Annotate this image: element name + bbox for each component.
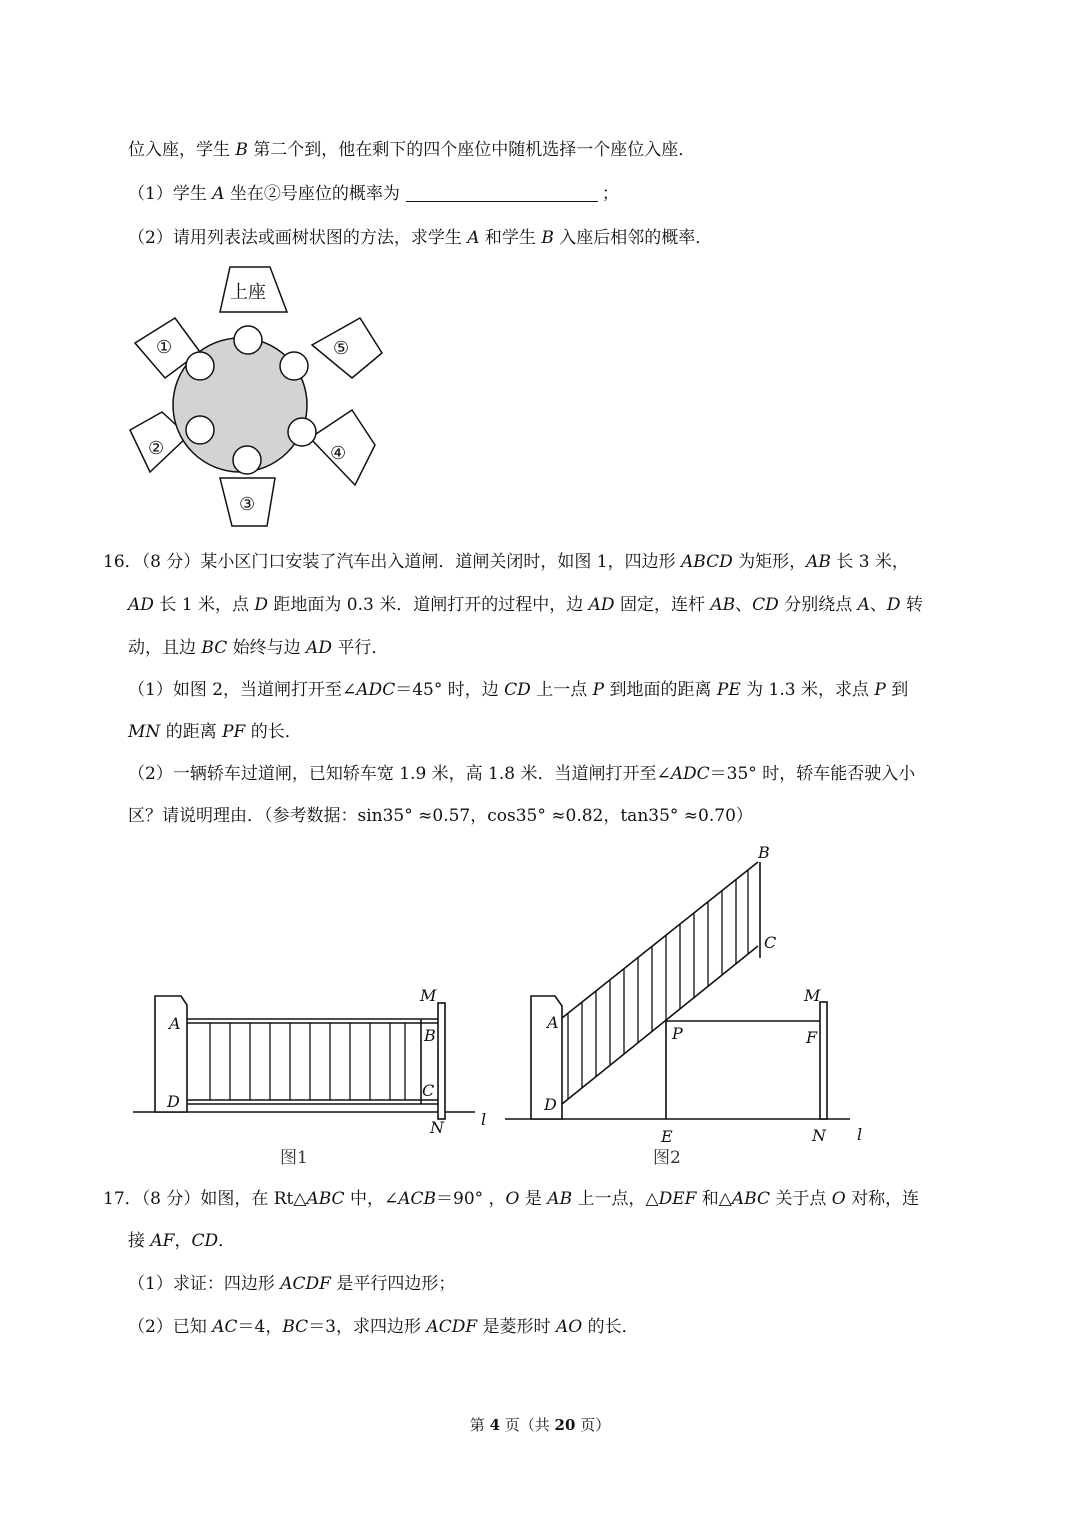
- var: BC: [282, 1317, 309, 1337]
- fig2-label-C: C: [764, 933, 777, 952]
- text: 是菱形时: [477, 1317, 556, 1337]
- text: ＝35° 时，轿车能否驶入小: [709, 764, 916, 784]
- var: D: [886, 595, 901, 615]
- var: ACDF: [426, 1317, 478, 1337]
- post-right: [820, 1002, 827, 1119]
- answer-blank[interactable]: [406, 183, 598, 202]
- text: 长 3 米，: [830, 552, 909, 572]
- q17-line-1: [103, 1187, 919, 1211]
- text: ＝3，求四边形: [308, 1317, 427, 1337]
- text: 位入座，学生: [128, 140, 236, 160]
- var: BC: [201, 638, 228, 658]
- fig2-label-E: E: [661, 1127, 673, 1146]
- fig2-caption: 图2: [653, 1148, 681, 1168]
- chair: [186, 416, 214, 444]
- text: 16．（8 分）某小区门口安装了汽车出入道闸．道闸关闭时，如图 1，四边形: [103, 552, 681, 572]
- text: 的长．: [245, 722, 302, 742]
- text: 是平行四边形；: [330, 1274, 456, 1294]
- text: 、: [869, 595, 887, 615]
- fig2-label-A: A: [547, 1013, 559, 1032]
- q16-part2-line-2: [128, 804, 753, 828]
- var: AF: [150, 1231, 175, 1251]
- text: 到: [885, 680, 909, 700]
- text: ．: [218, 1231, 236, 1251]
- figure-2-gate-open: [500, 840, 875, 1175]
- text: 长 1 米，点: [153, 595, 255, 615]
- seat-4-label: ④: [330, 443, 347, 464]
- q17-part2: [128, 1315, 639, 1339]
- var: P: [592, 680, 605, 700]
- var: AB: [547, 1189, 573, 1209]
- var: AD: [128, 595, 154, 615]
- text: 距地面为 0.3 米．道闸打开的过程中，边: [268, 595, 589, 615]
- page-number: 4: [489, 1416, 500, 1434]
- var: ACDF: [280, 1274, 331, 1294]
- fig2-label-P: P: [672, 1024, 683, 1043]
- var: CD: [191, 1231, 219, 1251]
- var: AB: [806, 552, 831, 572]
- q16-part1-line-1: [128, 678, 908, 702]
- var: O: [831, 1189, 846, 1209]
- chair: [280, 352, 308, 380]
- text: 动，且边: [128, 638, 202, 658]
- q17-part1: [128, 1272, 455, 1296]
- text: 上一点: [530, 680, 593, 700]
- var: ABCD: [680, 552, 733, 572]
- fig1-label-N: N: [430, 1118, 444, 1137]
- var: A: [857, 595, 870, 615]
- seating-diagram: [120, 260, 400, 535]
- seat-5-label: ⑤: [333, 338, 350, 359]
- q16-part2-line-1: [128, 762, 915, 786]
- q16-line-2: [128, 593, 923, 617]
- post-right: [438, 1003, 445, 1119]
- fig2-label-l: l: [857, 1125, 863, 1144]
- fig1-label-A: A: [169, 1014, 181, 1033]
- fig1-label-D: D: [167, 1092, 180, 1111]
- text: 为矩形，: [732, 552, 807, 572]
- text: 上一点，△: [572, 1189, 659, 1209]
- text: ＝4，: [237, 1317, 283, 1337]
- arm-lower: [562, 946, 758, 1104]
- seat-2-label: ②: [148, 438, 165, 459]
- var: B: [541, 228, 554, 248]
- text: 号座位的概率为: [280, 184, 400, 204]
- page-footer: [0, 1414, 1080, 1435]
- figure-1-gate-closed: [125, 985, 495, 1170]
- q16-line-1: [103, 550, 909, 574]
- text: （1）学生: [128, 184, 213, 204]
- text: 为 1.3 米，求点: [740, 680, 875, 700]
- chair: [288, 418, 316, 446]
- text: 转: [900, 595, 923, 615]
- var: PF: [222, 722, 246, 742]
- fig2-label-D: D: [544, 1095, 557, 1114]
- var: A: [212, 184, 225, 204]
- fig1-label-B: B: [424, 1026, 436, 1045]
- text: 的长．: [582, 1317, 639, 1337]
- text: 对称，连: [845, 1189, 920, 1209]
- var: AO: [555, 1317, 583, 1337]
- text: ，: [174, 1231, 192, 1251]
- text: 平行．: [331, 638, 389, 658]
- text: 始终与边: [227, 638, 307, 658]
- chair: [186, 352, 214, 380]
- q16-part1-line-2: [128, 720, 302, 744]
- var: O: [505, 1189, 520, 1209]
- q16-line-3: [128, 636, 388, 660]
- q15-part1: [128, 182, 619, 206]
- var: MN: [128, 722, 161, 742]
- var: AB: [710, 595, 736, 615]
- text: ＝90° ，: [436, 1189, 506, 1209]
- text: 固定，连杆: [614, 595, 711, 615]
- chair: [234, 326, 262, 354]
- text: 、: [735, 595, 753, 615]
- text: （2）请用列表法或画树状图的方法，求学生: [128, 228, 468, 248]
- text: 区？请说明理由．（参考数据：sin35° ≈0.57，cos35° ≈0.82，tan35° ≈0.70）: [128, 806, 753, 826]
- arm-upper: [562, 862, 758, 1018]
- var: A: [467, 228, 480, 248]
- var: PE: [716, 680, 741, 700]
- var: B: [235, 140, 248, 160]
- text: 到地面的距离: [604, 680, 717, 700]
- q17-line-2: [128, 1229, 235, 1253]
- text: 第二个到，他在剩下的四个座位中随机选择一个座位入座．: [247, 140, 696, 160]
- seat-number: ②: [263, 184, 281, 204]
- seat-3-label: ③: [239, 494, 256, 515]
- text: （2）一辆轿车过道闸，已知轿车宽 1.9 米，高 1.8 米．当道闸打开至∠: [128, 764, 671, 784]
- text: （2）已知: [128, 1317, 213, 1337]
- var: ABC: [731, 1189, 770, 1209]
- var: ADC: [356, 680, 396, 700]
- text: 17．（8 分）如图，在 Rt△: [103, 1189, 307, 1209]
- var: CD: [504, 680, 531, 700]
- text: 入座后相邻的概率．: [553, 228, 713, 248]
- text: 的距离: [160, 722, 223, 742]
- text: （1）如图 2，当道闸打开至∠: [128, 680, 357, 700]
- var: AD: [588, 595, 615, 615]
- text: （1）求证：四边形: [128, 1274, 281, 1294]
- var: ABC: [306, 1189, 345, 1209]
- fig2-label-F: F: [806, 1028, 818, 1047]
- text: ；: [601, 184, 619, 204]
- var: P: [874, 680, 886, 700]
- var: DEF: [658, 1189, 697, 1209]
- text: 中，∠: [344, 1189, 399, 1209]
- fig2-label-B: B: [758, 843, 770, 862]
- text: ＝45° 时，边: [395, 680, 505, 700]
- text: 关于点: [769, 1189, 832, 1209]
- text: 分别绕点: [778, 595, 858, 615]
- seat-top-label: 上座: [230, 282, 266, 303]
- chair: [233, 446, 261, 474]
- var: ADC: [670, 764, 710, 784]
- fig1-label-C: C: [422, 1081, 435, 1100]
- text: 页（共: [500, 1416, 555, 1434]
- text: 接: [128, 1231, 151, 1251]
- fig1-label-M: M: [420, 986, 437, 1005]
- var: ACB: [398, 1189, 436, 1209]
- var: CD: [752, 595, 779, 615]
- text: 页）: [575, 1416, 611, 1434]
- text: 和△: [696, 1189, 732, 1209]
- text: 第: [469, 1416, 490, 1434]
- var: AD: [306, 638, 332, 658]
- var: D: [254, 595, 268, 615]
- text: 是: [519, 1189, 548, 1209]
- q15-part2: [128, 226, 712, 250]
- fig1-label-l: l: [481, 1110, 487, 1129]
- seat-1-label: ①: [156, 337, 173, 358]
- q15-intro-line: [128, 138, 695, 162]
- text: 坐在: [224, 184, 264, 204]
- text: 和学生: [479, 228, 542, 248]
- page-total: 20: [554, 1416, 576, 1434]
- var: AC: [212, 1317, 238, 1337]
- fig2-label-N: N: [812, 1126, 826, 1145]
- fig1-caption: 图1: [280, 1148, 308, 1168]
- fig2-label-M: M: [804, 986, 821, 1005]
